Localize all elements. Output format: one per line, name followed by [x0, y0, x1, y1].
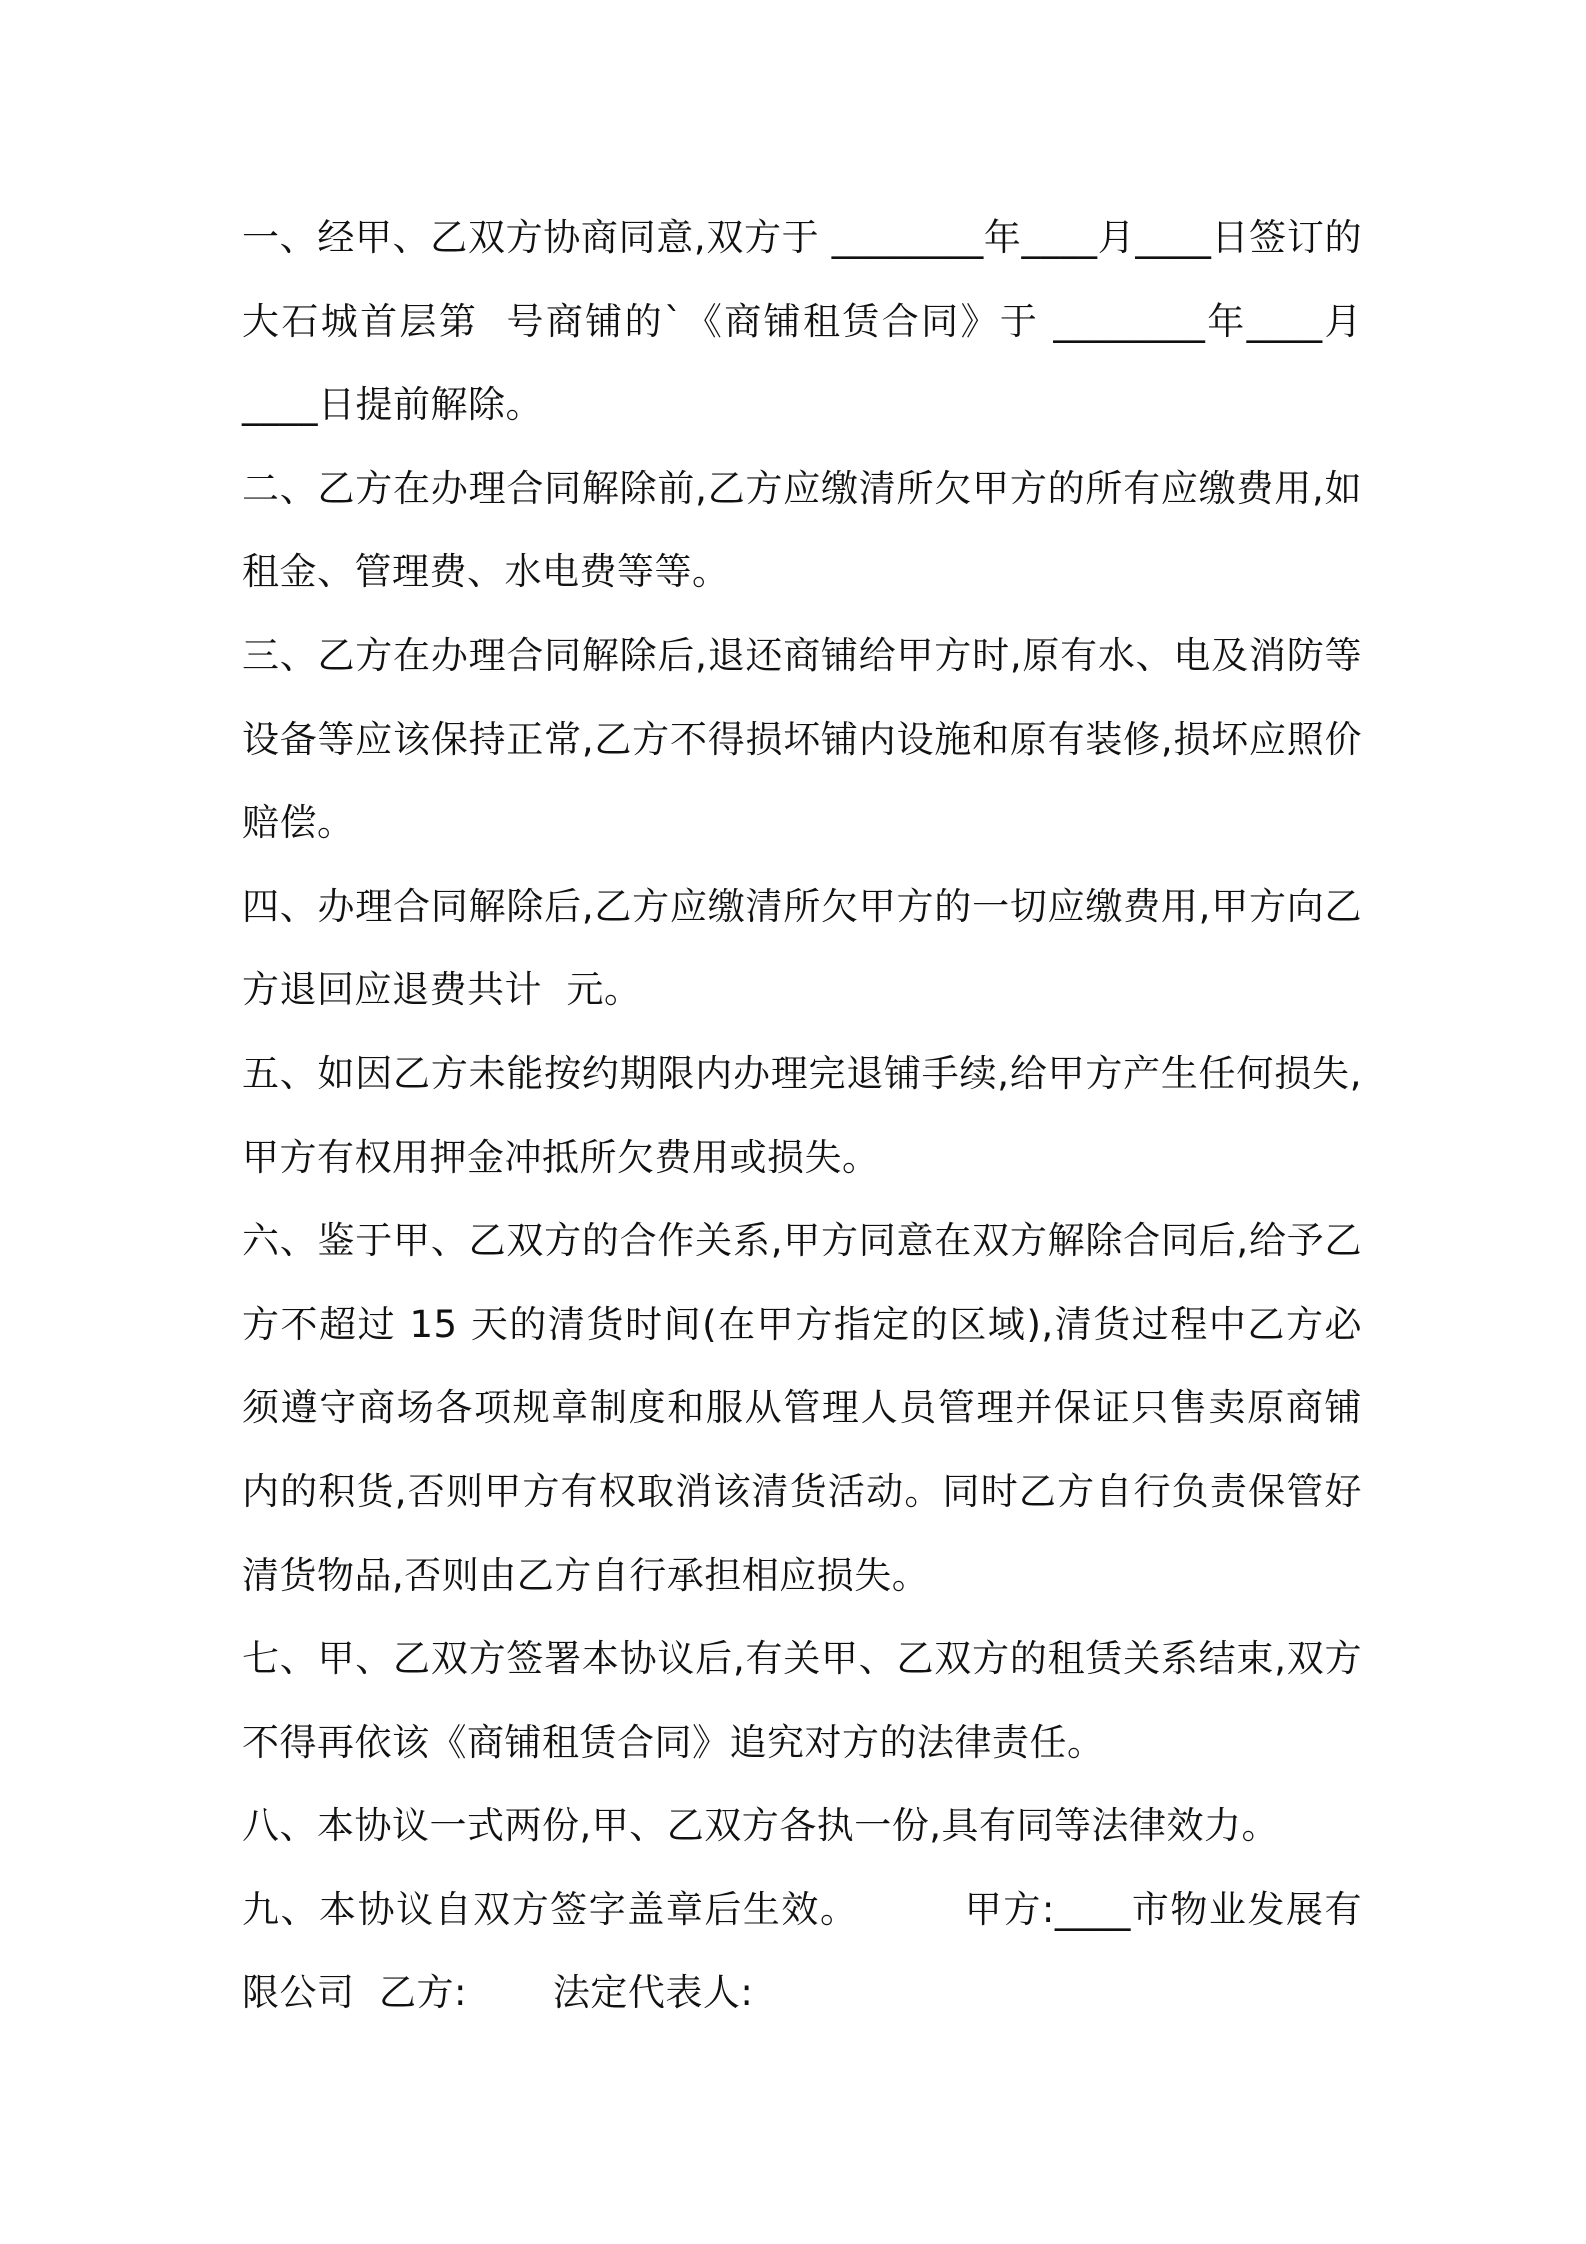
clause-8: 八、本协议一式两份,甲、乙双方各执一份,具有同等法律效力。 — [242, 1804, 1280, 1848]
clause-7: 七、甲、乙双方签署本协议后,有关甲、乙双方的租赁关系结束,双方不得再依该《商铺租赁合同》追究对方的法律责任。 — [242, 1637, 1362, 1764]
clause-4: 四、办理合同解除后,乙方应缴清所欠甲方的一切应缴费用,甲方向乙方退回应退费共计 元。 — [242, 884, 1362, 1012]
clause-5: 五、如因乙方未能按约期限内办理完退铺手续,给甲方产生任何损失,甲方有权用押金冲抵所欠费用或损失。 — [242, 1051, 1362, 1179]
clause-9-signatures: 九、本协议自双方签字盖章后生效。 甲方:____市物业发展有限公司 乙方: 法定代表人: — [242, 1887, 1362, 2015]
agreement-body — [242, 196, 1362, 2035]
clause-6: 六、鉴于甲、乙双方的合作关系,甲方同意在双方解除合同后,给予乙方不超过 15 天的清货时间(在甲方指定的区域),清货过程中乙方必须遵守商场各项规章制度和服从管理人员管理并保证只售卖原商铺内的积货,否则甲方有权取消该清货活动。同时乙方自行负责保管好清货物品,否则由乙方自行承担相应损失。 — [242, 1219, 1362, 1597]
clause-2: 二、乙方在办理合同解除前,乙方应缴清所欠甲方的所有应缴费用,如租金、管理费、水电费等等。 — [242, 466, 1362, 594]
clause-3: 三、乙方在办理合同解除后,退还商铺给甲方时,原有水、电及消防等设备等应该保持正常,乙方不得损坏铺内设施和原有装修,损坏应照价赔偿。 — [242, 633, 1362, 845]
clause-1: 一、经甲、乙双方协商同意,双方于 ________年____月____日签订的大石城首层第 号商铺的`《商铺租赁合同》于 ________年____月____日提前解除。 — [242, 216, 1362, 427]
